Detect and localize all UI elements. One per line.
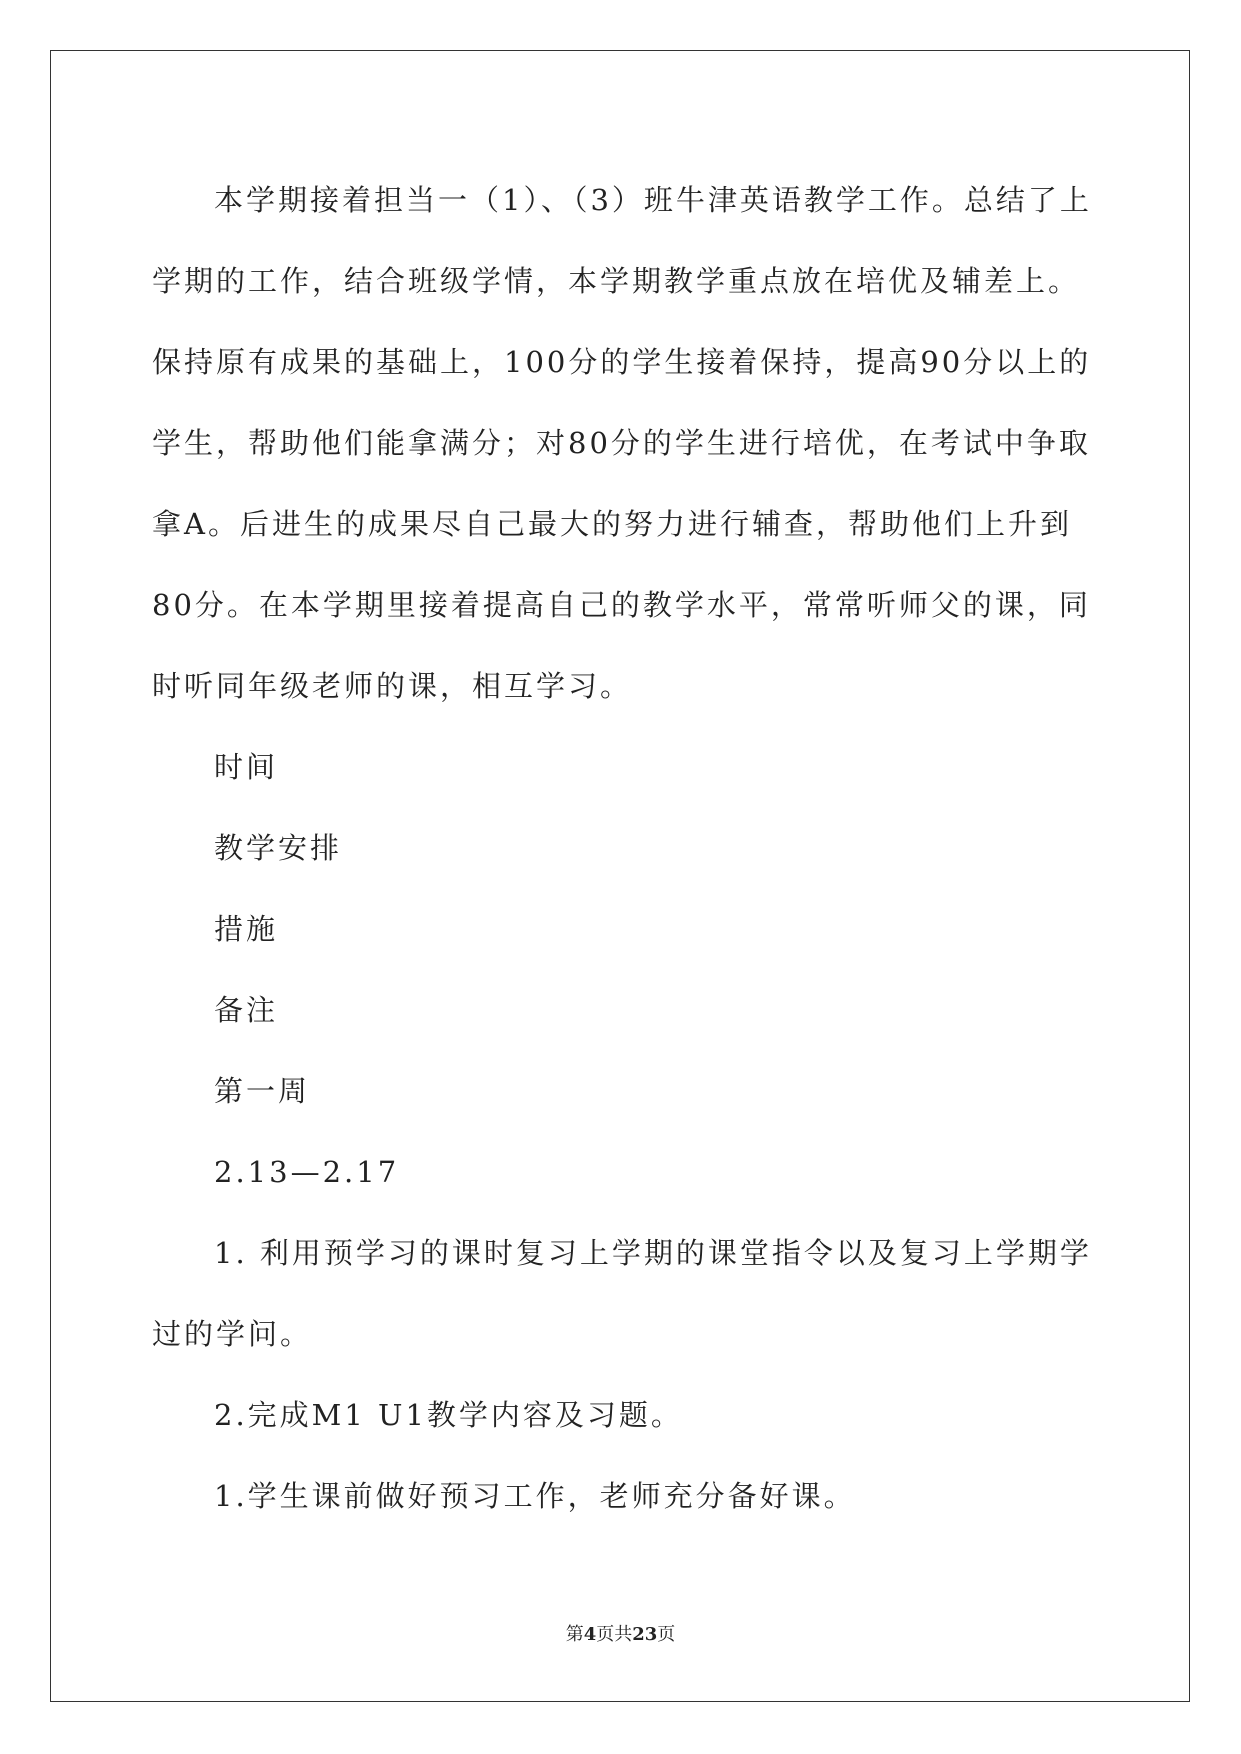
table-cell-arrangement: 教学安排 (214, 831, 343, 865)
footer-total-suffix: 页 (657, 1624, 676, 1645)
document-body (152, 160, 1092, 1537)
table-cell-week: 第一周 (214, 1074, 311, 1108)
table-cell-time: 时间 (214, 750, 279, 784)
table-cell-notes: 备注 (214, 993, 279, 1027)
list-item-m1u1: 2.完成M1 U1教学内容及习题。 (214, 1398, 683, 1432)
list-item-review: 1. 利用预学习的课时复习上学期的课堂指令以及复习上学期学过的学问。 (152, 1236, 1092, 1351)
list-item-preview: 1.学生课前做好预习工作，老师充分备好课。 (214, 1479, 856, 1513)
intro-paragraph: 本学期接着担当一（1）、（3）班牛津英语教学工作。总结了上学期的工作，结合班级学情，本学期教学重点放在培优及辅差上。保持原有成果的基础上，100分的学生接着保持，提高90分以上的学生，帮助他们能拿满分；对80分的学生进行培优，在考试中争取拿A。后进生的成果尽自己最大的努力进行辅查，帮助他们上升到80分。在本学期里接着提高自己的教学水平，常常听师父的课，同时听同年级老师的课，相互学习。 (152, 183, 1092, 703)
page-footer (0, 1620, 1241, 1646)
total-pages: 23 (632, 1624, 658, 1645)
footer-prefix: 第 (565, 1624, 584, 1645)
table-cell-dates: 2.13—2.17 (214, 1155, 400, 1189)
table-cell-measures: 措施 (214, 912, 279, 946)
footer-page-suffix: 页 (596, 1624, 615, 1645)
page-number: 4 (583, 1624, 597, 1645)
footer-total-prefix: 共 (614, 1624, 633, 1645)
